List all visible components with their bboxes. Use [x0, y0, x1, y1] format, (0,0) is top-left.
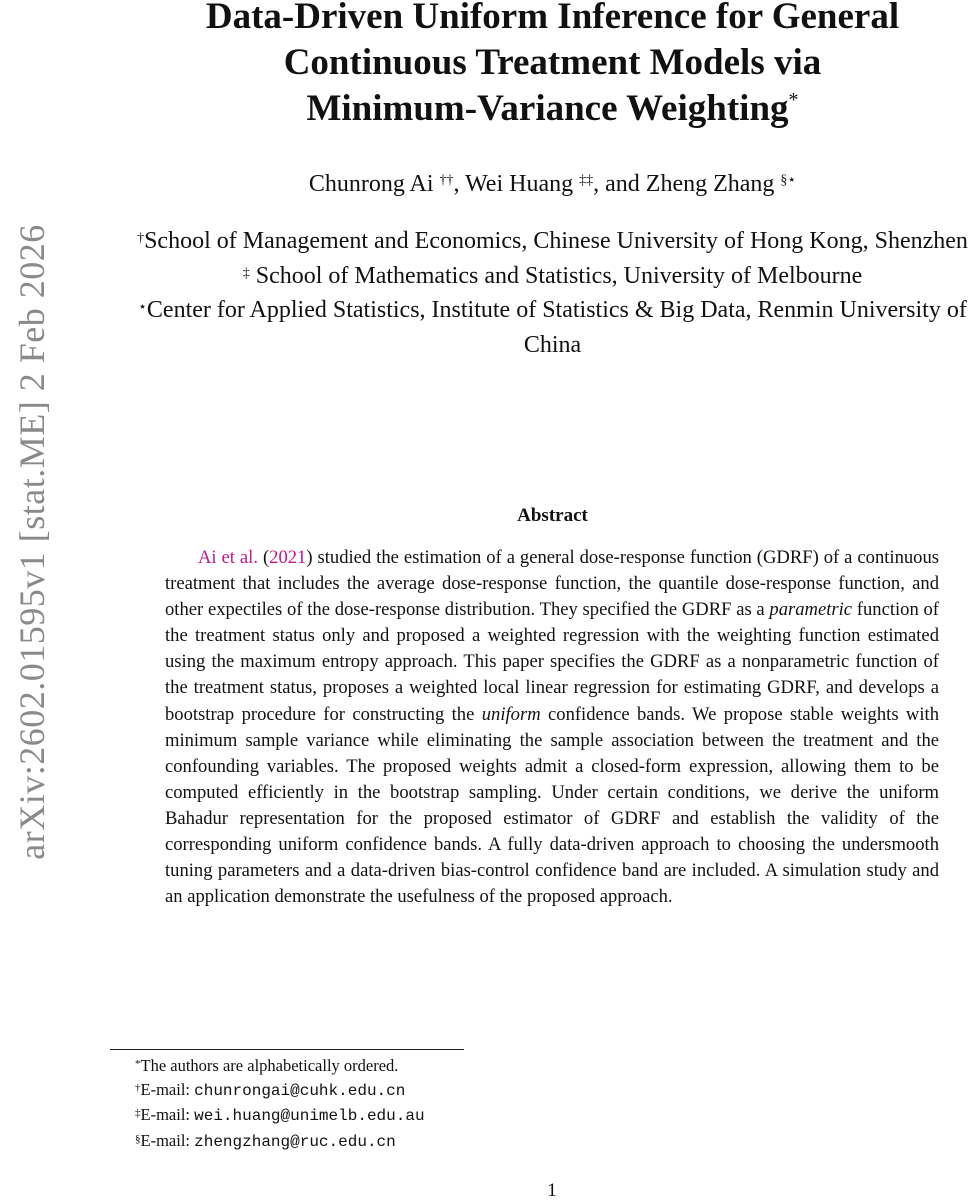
- title-line-1: Data-Driven Uniform Inference for General: [205, 0, 900, 37]
- abstract-emphasis-parametric: parametric: [769, 599, 853, 621]
- title-line-3-text: Minimum-Variance Weighting: [306, 88, 789, 129]
- affiliation-mark: ⋆: [138, 300, 147, 315]
- footnote-mark: ‡: [135, 1107, 141, 1119]
- abstract-text-part-1: ) studied the estimation of a general dose-response function (GDRF) of a continuous treatment that includes the average dose-response function, the quantile dose-response function, and other expectiles of the dose-response distribution. They specified the GDRF as a: [165, 547, 939, 621]
- footnotes: [135, 1054, 425, 1154]
- affiliation-text: Center for Applied Statistics, Institute of Statistics & Big Data, Renmin University of China: [146, 297, 967, 358]
- affiliations: [120, 224, 971, 362]
- page-number: 1: [547, 1180, 557, 1201]
- author-marks: §⋆: [780, 173, 797, 188]
- author-marks: ††: [439, 173, 454, 188]
- arxiv-identifier-stamp: [0, 0, 60, 1200]
- footnote-mark: †: [135, 1081, 141, 1094]
- footnote: [135, 1103, 425, 1129]
- email-link[interactable]: zhengzhang@ruc.edu.cn: [194, 1132, 396, 1151]
- abstract-emphasis-uniform: uniform: [481, 703, 541, 725]
- abstract-heading: Abstract: [517, 505, 588, 526]
- footnote-text: E-mail:: [140, 1079, 195, 1099]
- affiliation-text: School of Management and Economics, Chinese University of Hong Kong, Shenzhen: [144, 228, 968, 254]
- title-line-2: Continuous Treatment Models via: [283, 42, 822, 83]
- footnote-text: E-mail:: [140, 1105, 195, 1124]
- email-link[interactable]: wei.huang@unimelb.edu.au: [194, 1107, 425, 1125]
- author-name: Chunrong Ai: [308, 171, 434, 197]
- arxiv-stamp-text: arXiv:2602.01595v1 [stat.ME] 2 Feb 2026: [12, 224, 52, 860]
- citation-link-authors[interactable]: Ai et al.: [198, 547, 258, 568]
- abstract-body: [165, 545, 939, 910]
- author-separator: , and: [593, 171, 646, 197]
- footnote-text: The authors are alphabetically ordered.: [140, 1056, 399, 1075]
- affiliation: [120, 293, 971, 362]
- affiliation: [120, 224, 971, 259]
- citation-link-year[interactable]: 2021: [269, 547, 307, 568]
- affiliation-mark: ‡: [242, 265, 250, 281]
- paper-title: [160, 0, 945, 132]
- title-footnote-mark: *: [788, 89, 799, 111]
- footnote-divider: [110, 1049, 464, 1050]
- footnote: [135, 1078, 425, 1104]
- footnote: [135, 1129, 425, 1155]
- footnote-mark: §: [135, 1132, 141, 1145]
- affiliation-text: School of Mathematics and Statistics, University of Melbourne: [249, 262, 863, 289]
- author-separator: ,: [453, 171, 466, 197]
- author-name: Wei Huang: [465, 171, 574, 197]
- abstract-text-part-2: function of the treatment status only and proposed a weighted regression with the weighting function estimated using the maximum entropy approach. This paper specifies the GDRF as a nonparametric function of the treatment status, proposes a weighted local linear regression for estimating GDRF, and develops a bootstrap procedure for constructing the: [165, 599, 939, 725]
- affiliation-mark: †: [137, 231, 145, 246]
- citation-open-paren: (: [258, 547, 270, 568]
- author-list: [160, 168, 945, 200]
- footnote-text: E-mail:: [140, 1130, 195, 1150]
- email-link[interactable]: chunrongai@cuhk.edu.cn: [194, 1081, 406, 1100]
- author-marks: ‡‡: [579, 173, 594, 188]
- abstract-text-part-3: confidence bands. We propose stable weights with minimum sample variance while eliminating the sample association between the treatment and the confounding variables. The proposed weights admit a closed-form expression, allowing them to be computed efficiently in the bootstrap sampling. Under certain conditions, we derive the uniform Bahadur representation for the proposed estimator of GDRF and establish the validity of the corresponding uniform confidence bands. A fully data-driven approach to choosing the undersmooth tuning parameters and a data-driven bias-control confidence band are included. A simulation study and an application demonstrate the usefulness of the proposed approach.: [165, 703, 939, 908]
- affiliation: [120, 259, 971, 294]
- footnote-mark: *: [135, 1058, 141, 1070]
- footnote: [135, 1054, 425, 1078]
- title-line-3: [160, 86, 945, 132]
- author-name: Zheng Zhang: [645, 171, 775, 197]
